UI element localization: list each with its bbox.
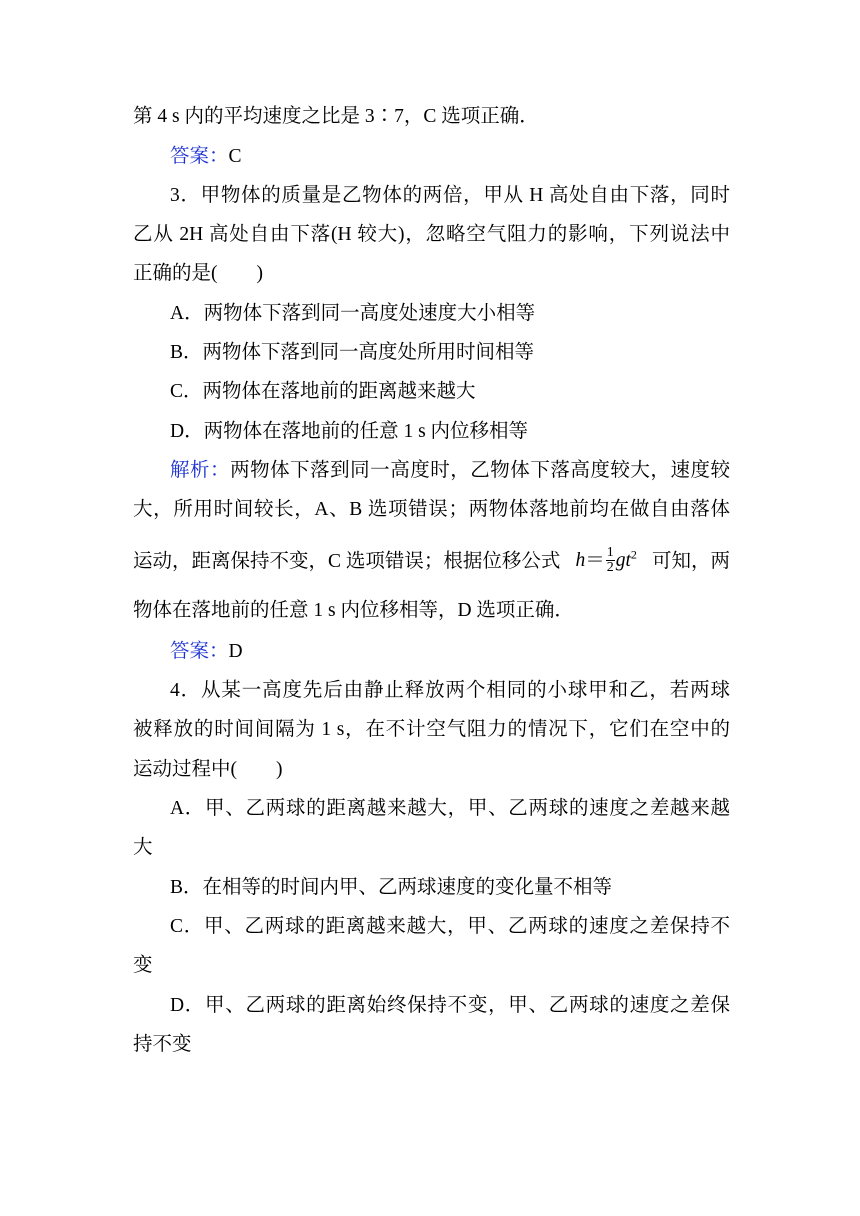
option-text: D．甲、乙两球的距离始终保持不变，甲、乙两球的速度之差保 <box>170 995 730 1016</box>
formula-g: g <box>615 550 626 572</box>
line-text: 3．甲物体的质量是乙物体的两倍，甲从 H 高处自由下落，同时 <box>170 185 730 206</box>
line-text: 两物体下落到同一高度时，乙物体下落高度较大，速度较 <box>230 460 730 481</box>
option-text: A．甲、乙两球的距离越来越大，甲、乙两球的速度之差越来越 <box>170 798 730 819</box>
line-text: 可知，两 <box>651 551 730 572</box>
option-b <box>170 874 730 902</box>
answer-value: C <box>228 146 242 167</box>
option-d-line-1 <box>170 992 730 1020</box>
text-line <box>133 103 730 131</box>
question-3-line-2 <box>133 221 730 249</box>
option-text: A．两物体下落到同一高度处速度大小相等 <box>170 303 536 324</box>
answer-line <box>170 638 730 666</box>
option-c-line-1 <box>170 913 730 941</box>
line-text: 物体在落地前的任意 1 s 内位移相等，D 选项正确． <box>133 600 574 621</box>
line-text: 乙从 2H 高处自由下落(H 较大)，忽略空气阻力的影响，下列说法中 <box>133 224 730 245</box>
option-a-line-1 <box>170 795 730 823</box>
line-text: 第 4 s 内的平均速度之比是 3∶7，C 选项正确． <box>133 106 539 127</box>
option-text: 大 <box>133 837 153 858</box>
line-text: 正确的是( ) <box>133 263 263 284</box>
answer-value: D <box>228 641 243 662</box>
question-3-line-3 <box>133 260 730 288</box>
line-text: 被释放的时间间隔为 1 s，在不计空气阻力的情况下，它们在空中的 <box>133 719 730 740</box>
option-b <box>170 339 730 367</box>
option-text: 变 <box>133 955 153 976</box>
option-a-line-2 <box>133 834 730 862</box>
question-4-line-1 <box>170 677 730 705</box>
formula <box>575 544 637 576</box>
option-text: 持不变 <box>133 1034 192 1055</box>
option-text: B．在相等的时间内甲、乙两球速度的变化量不相等 <box>170 877 613 898</box>
line-text: 运动，距离保持不变，C 选项错误；根据位移公式 <box>133 551 561 572</box>
formula-t: t <box>625 550 631 572</box>
formula-exponent: 2 <box>630 547 637 562</box>
line-text: 4．从某一高度先后由静止释放两个相同的小球甲和乙，若两球 <box>170 680 730 701</box>
analysis-line-2 <box>133 496 730 524</box>
question-4-line-3 <box>133 756 730 784</box>
answer-label: 答案： <box>170 146 229 167</box>
analysis-label: 解析： <box>170 460 231 481</box>
option-text: D．两物体在落地前的任意 1 s 内位移相等 <box>170 421 529 442</box>
question-4-line-2 <box>133 716 730 744</box>
fraction-numerator: 1 <box>606 544 614 560</box>
answer-label: 答案： <box>170 641 229 662</box>
answer-line <box>170 143 730 171</box>
option-d-line-2 <box>133 1031 730 1059</box>
question-3-line-1 <box>170 182 730 210</box>
analysis-line-4 <box>133 597 730 625</box>
fraction-denominator: 2 <box>606 559 614 575</box>
option-c <box>170 378 730 406</box>
option-c-line-2 <box>133 952 730 980</box>
option-text: B．两物体下落到同一高度处所用时间相等 <box>170 342 535 363</box>
option-d <box>170 418 730 446</box>
option-text: C．甲、乙两球的距离越来越大，甲、乙两球的速度之差保持不 <box>170 916 730 937</box>
option-text: C．两物体在落地前的距离越来越大 <box>170 381 476 402</box>
line-text: 大，所用时间较长，A、B 选项错误；两物体落地前均在做自由落体 <box>133 499 730 520</box>
formula-equals: ＝ <box>585 550 605 572</box>
option-a <box>170 300 730 328</box>
analysis-line-1 <box>170 457 730 485</box>
formula-h: h <box>575 550 586 572</box>
formula-fraction <box>606 546 615 575</box>
line-text: 运动过程中( ) <box>133 759 283 780</box>
analysis-line-3 <box>133 545 730 579</box>
